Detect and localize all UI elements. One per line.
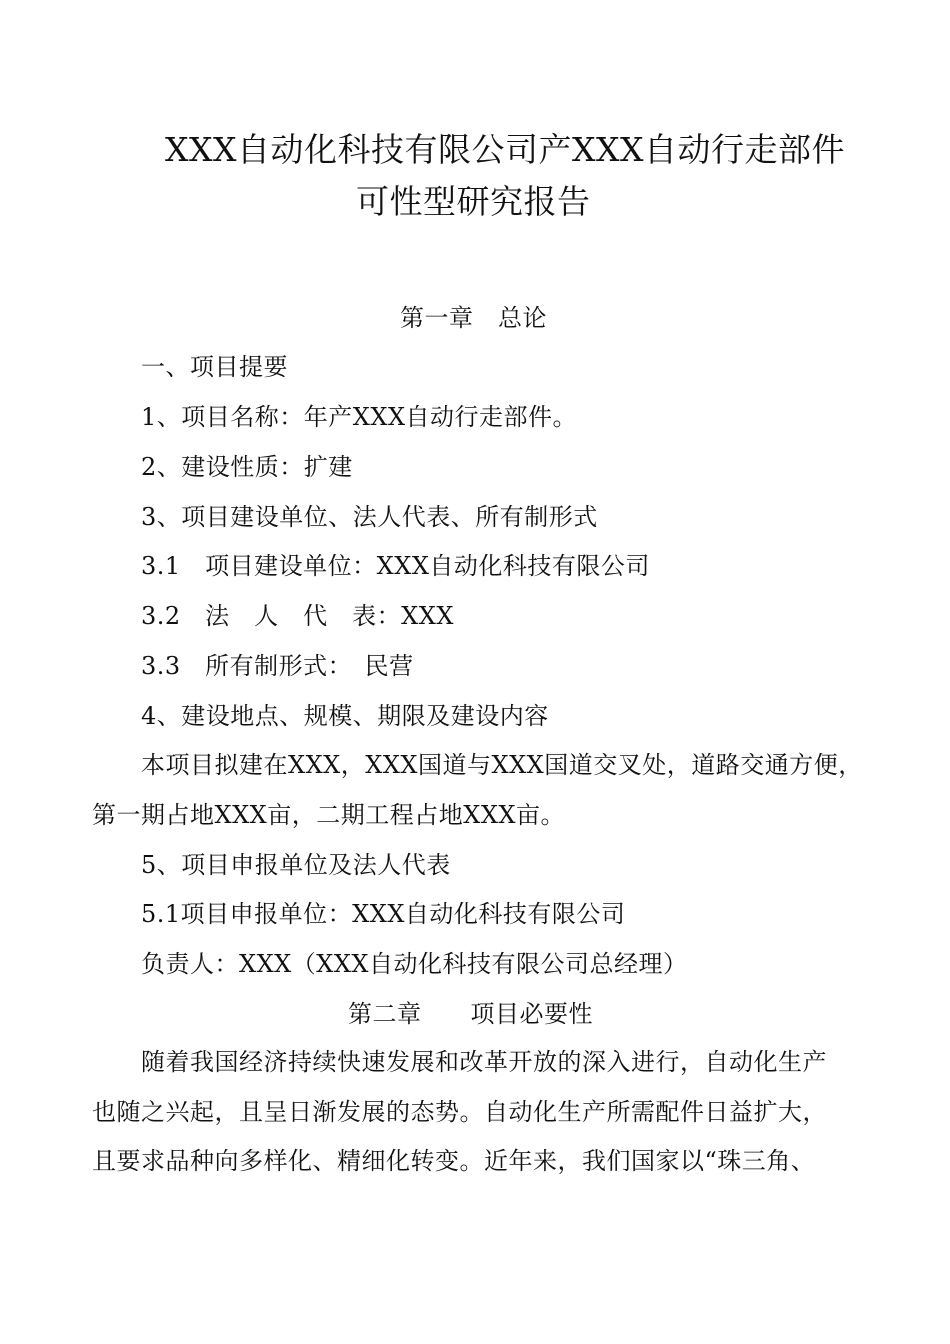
chapter-2-heading: 第二章 项目必要性 xyxy=(348,1000,593,1028)
document-title-line-1: XXX自动化科技有限公司产XXX自动行走部件 xyxy=(165,130,845,169)
item-construction-nature: 2、建设性质：扩建 xyxy=(141,453,353,481)
item-legal-representative: 3.2 法 人 代 表：XXX xyxy=(141,602,454,630)
item-ownership-form: 3.3 所有制形式： 民营 xyxy=(141,652,414,680)
chapter-1-heading: 第一章 总论 xyxy=(400,304,547,332)
paragraph-location-line-2: 第一期占地XXX亩，二期工程占地XXX亩。 xyxy=(92,801,566,829)
item-applicant-heading: 5、项目申报单位及法人代表 xyxy=(141,851,451,879)
section-project-summary: 一、项目提要 xyxy=(141,353,288,381)
item-applicant-unit: 5.1项目申报单位：XXX自动化科技有限公司 xyxy=(141,900,626,928)
document-title-line-2: 可性型研究报告 xyxy=(356,182,591,221)
paragraph-necessity-line-1: 随着我国经济持续快速发展和改革开放的深入进行，自动化生产 xyxy=(141,1048,827,1076)
paragraph-necessity-line-3: 且要求品种向多样化、精细化转变。近年来，我们国家以“珠三角、 xyxy=(92,1147,816,1175)
paragraph-necessity-line-2: 也随之兴起，且呈日渐发展的态势。自动化生产所需配件日益扩大， xyxy=(92,1098,827,1126)
item-construction-unit: 3.1 项目建设单位：XXX自动化科技有限公司 xyxy=(141,552,650,580)
item-responsible-person: 负责人：XXX（XXX自动化科技有限公司总经理） xyxy=(141,950,688,978)
paragraph-location-line-1: 本项目拟建在XXX，XXX国道与XXX国道交叉处，道路交通方便， xyxy=(141,751,863,779)
item-project-name: 1、项目名称：年产XXX自动行走部件。 xyxy=(141,403,578,431)
item-construction-unit-heading: 3、项目建设单位、法人代表、所有制形式 xyxy=(141,503,598,531)
item-location-scale-heading: 4、建设地点、规模、期限及建设内容 xyxy=(141,702,549,730)
